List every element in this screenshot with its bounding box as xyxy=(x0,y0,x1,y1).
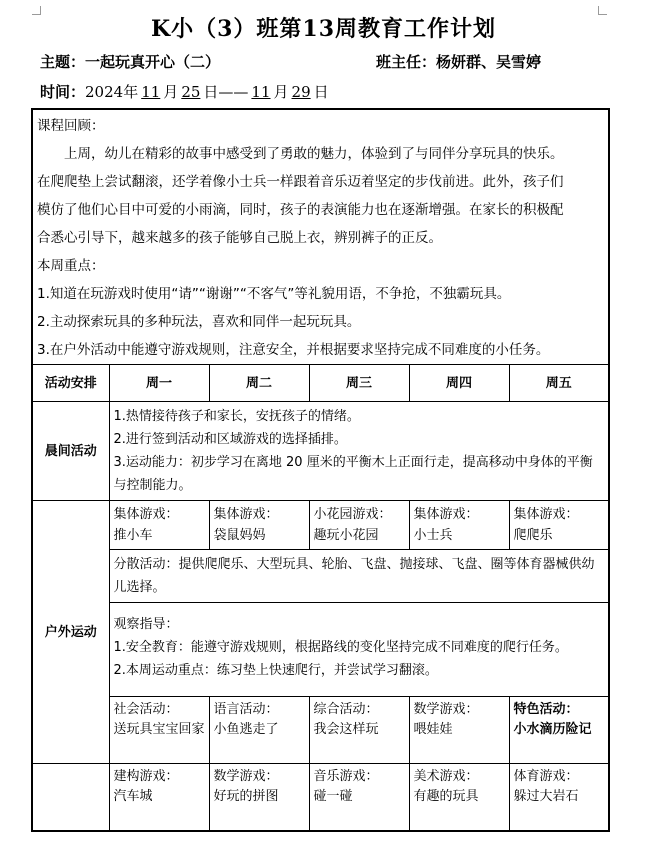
theme-label: 主题： xyxy=(40,53,86,71)
group-game-cell xyxy=(309,501,409,550)
outdoor-games-row xyxy=(32,501,609,550)
review-heading: 课程回顾： xyxy=(37,118,105,134)
activities-row-1 xyxy=(32,697,609,764)
morning-item: 1.热情接待孩子和家长，安抚孩子的情绪。 xyxy=(113,409,360,424)
day-header: 周五 xyxy=(509,365,609,402)
activity-name: 碰一碰 xyxy=(313,789,353,804)
activity-type: 社会活动： xyxy=(113,702,179,717)
group-game-cell xyxy=(409,501,509,550)
activity-cell xyxy=(209,764,309,832)
guidance-row xyxy=(32,603,609,697)
activity-name: 小鱼逃走了 xyxy=(213,722,279,737)
scattered-text: 分散活动：提供爬爬乐、大型玩具、轮胎、飞盘、抛接球、飞盘、圈等体育器械供幼儿选择。 xyxy=(113,557,595,595)
morning-item: 3.运动能力：初步学习在离地 20 厘米的平衡木上正面行走，提高移动中身体的平衡与控制能力。 xyxy=(113,455,593,493)
scattered-cell xyxy=(109,550,609,603)
activity-type: 体育游戏： xyxy=(513,769,579,784)
scattered-row xyxy=(32,550,609,603)
day-header: 周四 xyxy=(409,365,509,402)
activity-type: 数学游戏： xyxy=(213,769,279,784)
activity-name: 送玩具宝宝回家 xyxy=(113,722,205,737)
activity-name: 小水滴历险记 xyxy=(513,722,592,737)
teacher-line xyxy=(376,51,541,72)
time-day-end: 29 xyxy=(291,83,311,101)
activity-name: 好玩的拼图 xyxy=(213,789,279,804)
teacher-value: 杨妍群、吴雪婷 xyxy=(436,53,542,71)
day-header: 周一 xyxy=(109,365,209,402)
focus-item: 3.在户外活动中能遵守游戏规则，注意安全，并根据要求坚持完成不同难度的小任务。 xyxy=(37,342,550,358)
group-game-type: 小花园游戏： xyxy=(313,507,392,522)
time-label: 时间： xyxy=(40,83,86,101)
group-game-type: 集体游戏： xyxy=(513,507,579,522)
group-game-cell xyxy=(509,501,609,550)
group-game-cell xyxy=(109,501,209,550)
review-line: 模仿了他们心目中可爱的小雨滴，同时，孩子的表演能力也在逐渐增强。在家长的积极配 xyxy=(37,202,564,218)
activity-type: 美术游戏： xyxy=(413,769,479,784)
activity-type: 音乐游戏： xyxy=(313,769,379,784)
activity-name: 喂娃娃 xyxy=(413,722,453,737)
guidance-heading: 观察指导： xyxy=(113,617,179,632)
activity-cell xyxy=(409,697,509,764)
group-game-name: 推小车 xyxy=(113,528,153,543)
review-line: 上周，幼儿在精彩的故事中感受到了勇敢的魅力，体验到了与同伴分享玩具的快乐。 xyxy=(64,146,564,162)
activity-type: 数学游戏： xyxy=(413,702,479,717)
activities-row-2 xyxy=(32,764,609,832)
month-char-2: 月 xyxy=(273,83,289,101)
morning-content xyxy=(109,402,609,501)
guidance-item: 2.本周运动重点：练习垫上快速爬行，并尝试学习翻滚。 xyxy=(113,663,438,678)
time-month-start: 11 xyxy=(141,83,161,101)
group-game-name: 趣玩小花园 xyxy=(313,528,379,543)
group-game-name: 爬爬乐 xyxy=(513,528,553,543)
day-header: 周二 xyxy=(209,365,309,402)
focus-item: 2.主动探索玩具的多种玩法，喜欢和同伴一起玩玩具。 xyxy=(37,314,361,330)
time-day-start: 25 xyxy=(181,83,201,101)
time-separator: —— xyxy=(218,83,249,101)
feature-activity-cell xyxy=(509,697,609,764)
activity-cell xyxy=(109,697,209,764)
review-line: 合悉心引导下，越来越多的孩子能够自己脱上衣，辨别裤子的正反。 xyxy=(37,230,442,246)
teacher-label: 班主任： xyxy=(376,53,437,71)
group-game-cell xyxy=(209,501,309,550)
day-char-1: 日 xyxy=(203,83,219,101)
schedule-header-label: 活动安排 xyxy=(32,365,109,402)
morning-label: 晨间活动 xyxy=(32,402,109,501)
theme-value: 一起玩真开心（二） xyxy=(85,53,221,71)
activity-name: 汽车城 xyxy=(113,789,153,804)
activity-name: 有趣的玩具 xyxy=(413,789,479,804)
activity-type: 建构游戏： xyxy=(113,769,179,784)
focus-item: 1.知道在玩游戏时使用“请”“谢谢”“不客气”等礼貌用语，不争抢，不独霸玩具。 xyxy=(37,286,511,302)
activity-name: 我会这样玩 xyxy=(313,722,379,737)
outdoor-label: 户外运动 xyxy=(32,501,109,764)
group-game-name: 小士兵 xyxy=(413,528,453,543)
guidance-cell xyxy=(109,603,609,697)
time-line xyxy=(40,81,329,102)
group-game-type: 集体游戏： xyxy=(213,507,279,522)
review-cell xyxy=(32,109,609,365)
guidance-item: 1.安全教育：能遵守游戏规则，根据路线的变化坚持完成不同难度的爬行任务。 xyxy=(113,640,568,655)
group-game-name: 袋鼠妈妈 xyxy=(213,528,266,543)
theme-line xyxy=(40,51,220,72)
activity-cell xyxy=(509,764,609,832)
activity-cell xyxy=(409,764,509,832)
activity-name: 躲过大岩石 xyxy=(513,789,579,804)
review-line: 在爬爬垫上尝试翻滚，还学着像小士兵一样跟着音乐迈着坚定的步伐前进。此外，孩子们 xyxy=(37,174,564,190)
review-row xyxy=(32,109,609,365)
morning-row xyxy=(32,402,609,501)
activity-cell xyxy=(109,764,209,832)
activity-type: 语言活动： xyxy=(213,702,279,717)
morning-item: 2.进行签到活动和区域游戏的选择插排。 xyxy=(113,432,347,447)
time-year: 2024年 xyxy=(85,83,139,101)
day-header: 周三 xyxy=(309,365,409,402)
activity-cell xyxy=(309,764,409,832)
time-month-end: 11 xyxy=(251,83,271,101)
activity-type: 综合活动： xyxy=(313,702,379,717)
group-game-type: 集体游戏： xyxy=(413,507,479,522)
activity-cell xyxy=(209,697,309,764)
focus-heading: 本周重点： xyxy=(37,258,105,274)
empty-label-cell xyxy=(32,764,109,832)
activity-type: 特色活动： xyxy=(513,702,579,717)
day-char-2: 日 xyxy=(313,83,329,101)
plan-table xyxy=(31,108,610,832)
month-char-1: 月 xyxy=(163,83,179,101)
page-title: K小（3）班第13周教育工作计划 xyxy=(150,16,497,42)
activity-cell xyxy=(309,697,409,764)
schedule-header-row xyxy=(32,365,609,402)
group-game-type: 集体游戏： xyxy=(113,507,179,522)
